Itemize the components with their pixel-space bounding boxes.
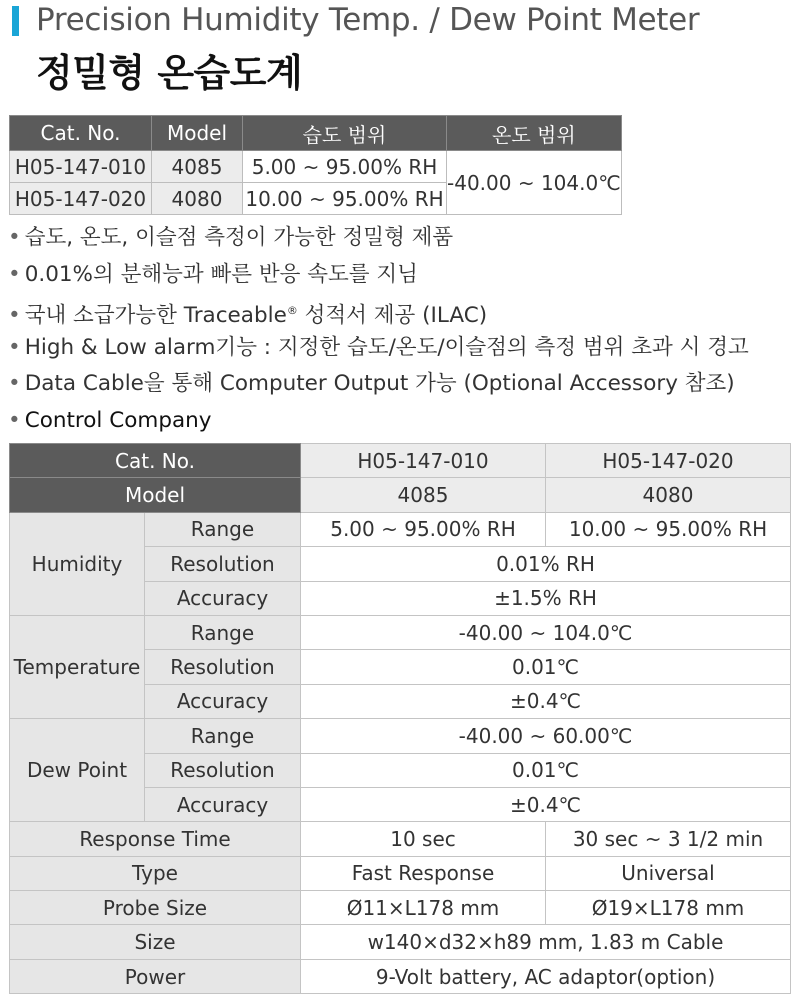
type-label: Type bbox=[10, 856, 301, 890]
model-label: Model bbox=[10, 478, 301, 512]
table-row bbox=[10, 822, 791, 856]
accuracy-label: Accuracy bbox=[145, 684, 301, 718]
header-temp-range: 온도 범위 bbox=[447, 116, 622, 151]
cat-no-cell: H05-147-020 bbox=[10, 183, 152, 215]
list-item bbox=[8, 403, 749, 440]
table-row bbox=[10, 925, 791, 959]
header-humidity-range: 습도 범위 bbox=[243, 116, 447, 151]
spec-model-row bbox=[10, 478, 791, 512]
table-row bbox=[10, 959, 791, 993]
model-cell: 4080 bbox=[546, 478, 791, 512]
probe-size-cell: Ø19×L178 mm bbox=[546, 891, 791, 925]
bullet-dot: • bbox=[8, 407, 21, 433]
table-row bbox=[10, 719, 791, 753]
resolution-label: Resolution bbox=[145, 650, 301, 684]
bullet-dot: • bbox=[8, 225, 21, 250]
table-row bbox=[10, 856, 791, 890]
feature-text: 국내 소급가능한 Traceable bbox=[24, 303, 287, 329]
humidity-range-cell: 5.00 ~ 95.00% RH bbox=[301, 512, 546, 546]
humidity-resolution-cell: 0.01% RH bbox=[301, 547, 791, 581]
spec-table bbox=[9, 443, 791, 994]
dew-point-range-cell: -40.00 ~ 60.00℃ bbox=[301, 719, 791, 753]
response-time-cell: 30 sec ~ 3 1/2 min bbox=[546, 822, 791, 856]
page-title-korean: 정밀형 온습도계 bbox=[36, 51, 303, 95]
probe-size-label: Probe Size bbox=[10, 891, 301, 925]
temperature-group-label: Temperature bbox=[10, 615, 145, 718]
summary-table bbox=[9, 115, 622, 215]
feature-text: 습도, 온도, 이슬점 측정이 가능한 정밀형 제품 bbox=[24, 225, 454, 250]
type-cell: Universal bbox=[546, 856, 791, 890]
feature-list bbox=[8, 220, 749, 439]
range-label: Range bbox=[145, 719, 301, 753]
humidity-range-cell: 10.00 ~ 95.00% RH bbox=[546, 512, 791, 546]
dew-point-accuracy-cell: ±0.4℃ bbox=[301, 787, 791, 821]
list-item bbox=[8, 220, 749, 257]
resolution-label: Resolution bbox=[145, 753, 301, 787]
bullet-dot: • bbox=[8, 303, 21, 329]
bullet-dot: • bbox=[8, 334, 21, 360]
bullet-dot: • bbox=[8, 371, 21, 396]
type-cell: Fast Response bbox=[301, 856, 546, 890]
resolution-label: Resolution bbox=[145, 547, 301, 581]
humidity-range-cell: 10.00 ~ 95.00% RH bbox=[243, 183, 447, 215]
registered-mark: ® bbox=[286, 304, 298, 317]
manufacturer-text: Control Company bbox=[24, 407, 212, 433]
cat-no-label: Cat. No. bbox=[10, 444, 301, 478]
accuracy-label: Accuracy bbox=[145, 581, 301, 615]
feature-text: Data Cable을 통해 Computer Output 가능 (Optional Accessory 참조) bbox=[24, 371, 735, 396]
dew-point-group-label: Dew Point bbox=[10, 719, 145, 822]
response-time-cell: 10 sec bbox=[301, 822, 546, 856]
cat-no-cell: H05-147-010 bbox=[10, 151, 152, 183]
title-accent-bar bbox=[12, 6, 19, 36]
table-row bbox=[10, 615, 791, 649]
list-item bbox=[8, 257, 749, 294]
table-row bbox=[10, 891, 791, 925]
response-time-label: Response Time bbox=[10, 822, 301, 856]
size-cell: w140×d32×h89 mm, 1.83 m Cable bbox=[301, 925, 791, 959]
temperature-accuracy-cell: ±0.4℃ bbox=[301, 684, 791, 718]
size-label: Size bbox=[10, 925, 301, 959]
model-cell: 4085 bbox=[301, 478, 546, 512]
summary-header-row bbox=[10, 116, 622, 151]
feature-text: 0.01%의 분해능과 빠른 반응 속도를 지님 bbox=[24, 261, 418, 287]
humidity-range-cell: 5.00 ~ 95.00% RH bbox=[243, 151, 447, 183]
humidity-accuracy-cell: ±1.5% RH bbox=[301, 581, 791, 615]
model-cell: 4080 bbox=[152, 183, 243, 215]
list-item bbox=[8, 366, 749, 403]
header-model: Model bbox=[152, 116, 243, 151]
power-label: Power bbox=[10, 959, 301, 993]
range-label: Range bbox=[145, 512, 301, 546]
table-row bbox=[10, 512, 791, 546]
header-cat-no: Cat. No. bbox=[10, 116, 152, 151]
power-cell: 9-Volt battery, AC adaptor(option) bbox=[301, 959, 791, 993]
probe-size-cell: Ø11×L178 mm bbox=[301, 891, 546, 925]
dew-point-resolution-cell: 0.01℃ bbox=[301, 753, 791, 787]
temperature-resolution-cell: 0.01℃ bbox=[301, 650, 791, 684]
temperature-range-cell: -40.00 ~ 104.0℃ bbox=[301, 615, 791, 649]
cat-no-cell: H05-147-010 bbox=[301, 444, 546, 478]
range-label: Range bbox=[145, 615, 301, 649]
model-cell: 4085 bbox=[152, 151, 243, 183]
spec-cat-row bbox=[10, 444, 791, 478]
humidity-group-label: Humidity bbox=[10, 512, 145, 615]
feature-text: 성적서 제공 (ILAC) bbox=[297, 303, 488, 329]
cat-no-cell: H05-147-020 bbox=[546, 444, 791, 478]
accuracy-label: Accuracy bbox=[145, 787, 301, 821]
feature-text: High & Low alarm기능 : 지정한 습도/온도/이슬점의 측정 범위 초과 시 경고 bbox=[24, 334, 749, 360]
temp-range-cell: -40.00 ~ 104.0℃ bbox=[447, 151, 622, 215]
bullet-dot: • bbox=[8, 261, 21, 287]
table-row bbox=[10, 151, 622, 183]
list-item bbox=[8, 293, 749, 330]
list-item bbox=[8, 330, 749, 367]
page-title-english: Precision Humidity Temp. / Dew Point Meter bbox=[36, 2, 700, 38]
